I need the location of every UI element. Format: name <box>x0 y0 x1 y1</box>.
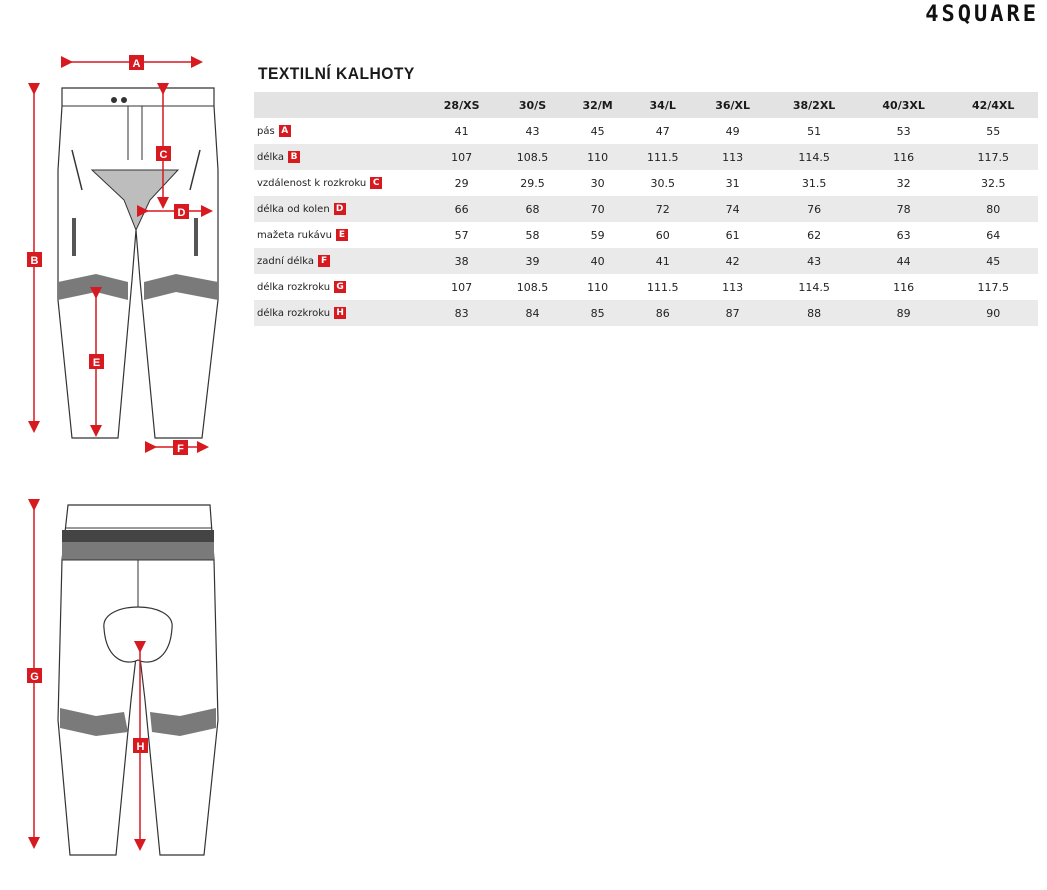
table-cell: 32 <box>896 176 911 190</box>
size-col-header: 34/L <box>630 92 696 118</box>
label-d: D <box>177 207 186 219</box>
row-label-text: mažeta rukávu <box>257 230 332 241</box>
table-row <box>254 118 1038 144</box>
label-f: F <box>177 443 184 455</box>
table-cell: 83 <box>424 300 499 326</box>
measure-code-badge: G <box>334 281 346 293</box>
brand-logo: 4SQUARE <box>925 2 1039 27</box>
table-cell: 85 <box>566 300 630 326</box>
table-cell: 108.5 <box>499 144 565 170</box>
size-table <box>254 92 1038 326</box>
table-cell: 108.5 <box>516 280 549 294</box>
table-cell: 53 <box>896 124 911 138</box>
table-cell: 43 <box>769 248 859 274</box>
table-row <box>254 144 1038 170</box>
table-row <box>254 300 1038 326</box>
table-cell: 66 <box>424 196 499 222</box>
table-cell: 45 <box>590 124 605 138</box>
table-cell: 78 <box>859 196 949 222</box>
table-cell: 62 <box>807 228 822 242</box>
measure-code-badge: C <box>370 177 382 189</box>
table-cell: 47 <box>655 124 670 138</box>
page-title: TEXTILNÍ KALHOTY <box>258 64 415 83</box>
table-cell: 86 <box>630 300 696 326</box>
table-cell: 116 <box>859 144 949 170</box>
table-row <box>254 196 1038 222</box>
table-row <box>254 274 1038 300</box>
row-label <box>254 144 424 170</box>
table-cell: 58 <box>525 228 540 242</box>
row-label-text: délka <box>257 152 285 163</box>
label-g: G <box>30 671 39 683</box>
table-cell: 110 <box>566 144 630 170</box>
size-col-header: 42/4XL <box>948 92 1038 118</box>
table-cell: 80 <box>948 196 1038 222</box>
table-cell: 74 <box>696 196 769 222</box>
label-e: E <box>92 357 101 369</box>
table-cell: 88 <box>769 300 859 326</box>
table-cell: 68 <box>499 196 565 222</box>
table-cell: 110 <box>587 280 609 294</box>
size-col-header: 40/3XL <box>859 92 949 118</box>
table-row <box>254 170 1038 196</box>
row-label <box>254 222 424 248</box>
table-cell: 70 <box>566 196 630 222</box>
row-label-text: délka od kolen <box>257 204 330 215</box>
table-cell: 41 <box>454 124 469 138</box>
table-cell: 111.5 <box>630 144 696 170</box>
table-cell: 84 <box>499 300 565 326</box>
table-cell: 116 <box>893 280 915 294</box>
table-cell: 72 <box>630 196 696 222</box>
table-cell: 31 <box>725 176 740 190</box>
header-blank <box>254 92 424 118</box>
table-cell: 43 <box>525 124 540 138</box>
table-cell: 40 <box>566 248 630 274</box>
row-label <box>254 300 424 326</box>
pants-front-view <box>27 55 218 455</box>
label-a: A <box>132 58 141 70</box>
table-cell: 55 <box>986 124 1001 138</box>
table-cell: 59 <box>590 228 605 242</box>
table-cell: 63 <box>896 228 911 242</box>
row-label-text: vzdálenost k rozkroku <box>257 178 367 189</box>
row-label <box>254 196 424 222</box>
measure-code-badge: H <box>334 307 346 319</box>
label-b: B <box>30 255 39 267</box>
table-cell: 76 <box>769 196 859 222</box>
row-label-text: zadní délka <box>257 256 315 267</box>
pants-diagram <box>0 0 260 890</box>
label-h: H <box>136 741 145 753</box>
table-cell: 29 <box>454 176 469 190</box>
size-col-header: 32/M <box>566 92 630 118</box>
pants-back-view <box>27 505 218 855</box>
row-label-text: délka rozkroku <box>257 282 331 293</box>
table-cell: 30.5 <box>650 176 675 190</box>
measure-code-badge: A <box>279 125 291 137</box>
size-col-header: 36/XL <box>696 92 769 118</box>
table-cell: 117.5 <box>977 280 1009 294</box>
size-col-header: 30/S <box>499 92 565 118</box>
table-cell: 60 <box>655 228 670 242</box>
table-cell: 30 <box>590 176 605 190</box>
table-cell: 107 <box>424 144 499 170</box>
table-cell: 90 <box>948 300 1038 326</box>
table-cell: 45 <box>948 248 1038 274</box>
row-label <box>254 118 424 144</box>
table-cell: 64 <box>986 228 1001 242</box>
table-cell: 39 <box>499 248 565 274</box>
table-cell: 49 <box>725 124 740 138</box>
label-c: C <box>159 149 168 161</box>
table-cell: 117.5 <box>948 144 1038 170</box>
table-cell: 113 <box>722 280 744 294</box>
table-cell: 61 <box>725 228 740 242</box>
table-cell: 42 <box>696 248 769 274</box>
table-cell: 31.5 <box>801 176 827 190</box>
measure-code-badge: F <box>318 255 330 267</box>
table-cell: 32.5 <box>980 176 1006 190</box>
table-cell: 44 <box>859 248 949 274</box>
table-cell: 113 <box>696 144 769 170</box>
table-cell: 29.5 <box>520 176 545 190</box>
table-cell: 87 <box>696 300 769 326</box>
row-label <box>254 274 424 300</box>
size-header-row <box>254 92 1038 118</box>
table-cell: 107 <box>451 280 473 294</box>
table-cell: 114.5 <box>798 280 830 294</box>
table-cell: 41 <box>630 248 696 274</box>
row-label <box>254 170 424 196</box>
measure-code-badge: B <box>288 151 300 163</box>
table-row <box>254 222 1038 248</box>
row-label-text: délka rozkroku <box>257 308 331 319</box>
size-col-header: 38/2XL <box>769 92 859 118</box>
table-row <box>254 248 1038 274</box>
table-cell: 89 <box>859 300 949 326</box>
measure-code-badge: D <box>334 203 346 215</box>
table-cell: 111.5 <box>646 280 679 294</box>
measure-code-badge: E <box>336 229 348 241</box>
size-col-header: 28/XS <box>424 92 499 118</box>
row-label-text: pás <box>257 126 275 137</box>
table-cell: 114.5 <box>769 144 859 170</box>
row-label <box>254 248 424 274</box>
table-cell: 51 <box>807 124 822 138</box>
table-cell: 57 <box>454 228 469 242</box>
table-cell: 38 <box>424 248 499 274</box>
